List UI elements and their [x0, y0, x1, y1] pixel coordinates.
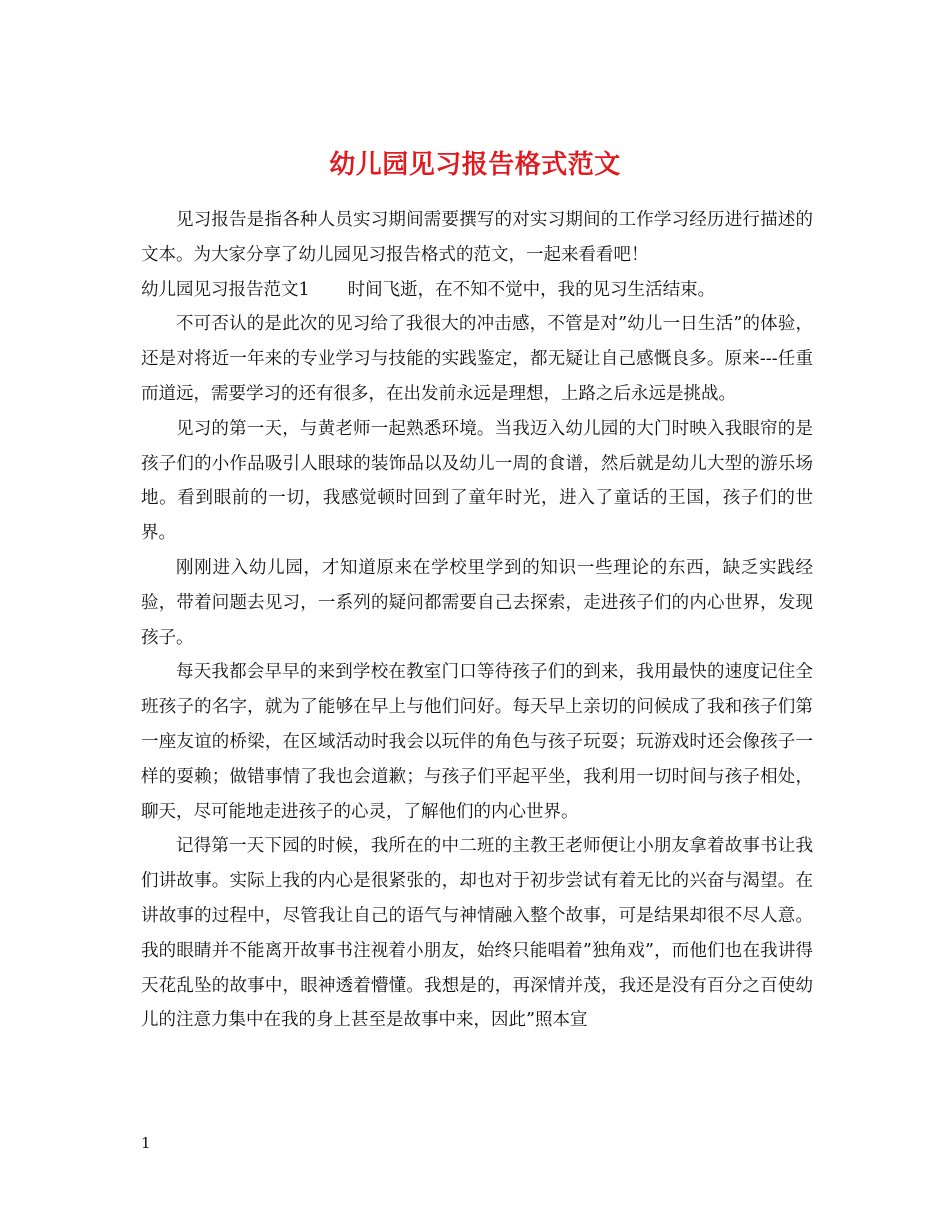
sample-line	[141, 273, 813, 308]
body-paragraph-2: 见习的第一天，与黄老师一起熟悉环境。当我迈入幼儿园的大门时映入我眼帘的是孩子们的小作品吸引人眼球的装饰品以及幼儿一周的食谱，然后就是幼儿大型的游乐场地。看到眼前的一切，我感觉顿时回到了童年时光，进入了童话的王国，孩子们的世界。	[141, 418, 813, 544]
sample-heading: 幼儿园见习报告范文1	[141, 279, 310, 300]
body-paragraph-5: 记得第一天下园的时候，我所在的中二班的主教王老师便让小朋友拿着故事书让我们讲故事。实际上我的内心是很紧张的，却也对于初步尝试有着无比的兴奋与渴望。在讲故事的过程中，尽管我让自己的语气与神情融入整个故事，可是结果却很不尽人意。我的眼睛并不能离开故事书注视着小朋友，始终只能唱着”独角戏”，而他们也在我讲得天花乱坠的故事中，眼神透着懵懂。我想是的，再深情并茂，我还是没有百分之百使幼儿的注意力集中在我的身上甚至是故事中来，因此”照本宣	[141, 836, 813, 1031]
body-paragraph-1: 不可否认的是此次的见习给了我很大的冲击感，不管是对”幼儿一日生活”的体验，还是对将近一年来的专业学习与技能的实践鉴定，都无疑让自己感慨良多。原来---任重而道远，需要学习的还有很多，在出发前永远是理想，上路之后永远是挑战。	[141, 314, 813, 404]
document-body	[141, 203, 813, 1038]
body-paragraph-4: 每天我都会早早的来到学校在教室门口等待孩子们的到来，我用最快的速度记住全班孩子的名字，就为了能够在早上与他们问好。每天早上亲切的问候成了我和孩子们第一座友谊的桥梁，在区域活动时我会以玩伴的角色与孩子玩耍；玩游戏时还会像孩子一样的耍赖；做错事情了我也会道歉；与孩子们平起平坐，我利用一切时间与孩子相处，聊天，尽可能地走进孩子的心灵，了解他们的内心世界。	[141, 662, 813, 822]
intro-paragraph: 见习报告是指各种人员实习期间需要撰写的对实习期间的工作学习经历进行描述的文本。为大家分享了幼儿园见习报告格式的范文，一起来看看吧！	[141, 210, 813, 265]
sample-first-sentence: 时间飞逝，在不知不觉中，我的见习生活结束。	[347, 279, 716, 300]
page-title: 幼儿园见习报告格式范文	[329, 150, 621, 181]
body-paragraph-3: 刚刚进入幼儿园，才知道原来在学校里学到的知识一些理论的东西，缺乏实践经验，带着问题去见习，一系列的疑问都需要自己去探索，走进孩子们的内心世界，发现孩子。	[141, 557, 813, 648]
page-number: 1	[141, 1134, 151, 1152]
